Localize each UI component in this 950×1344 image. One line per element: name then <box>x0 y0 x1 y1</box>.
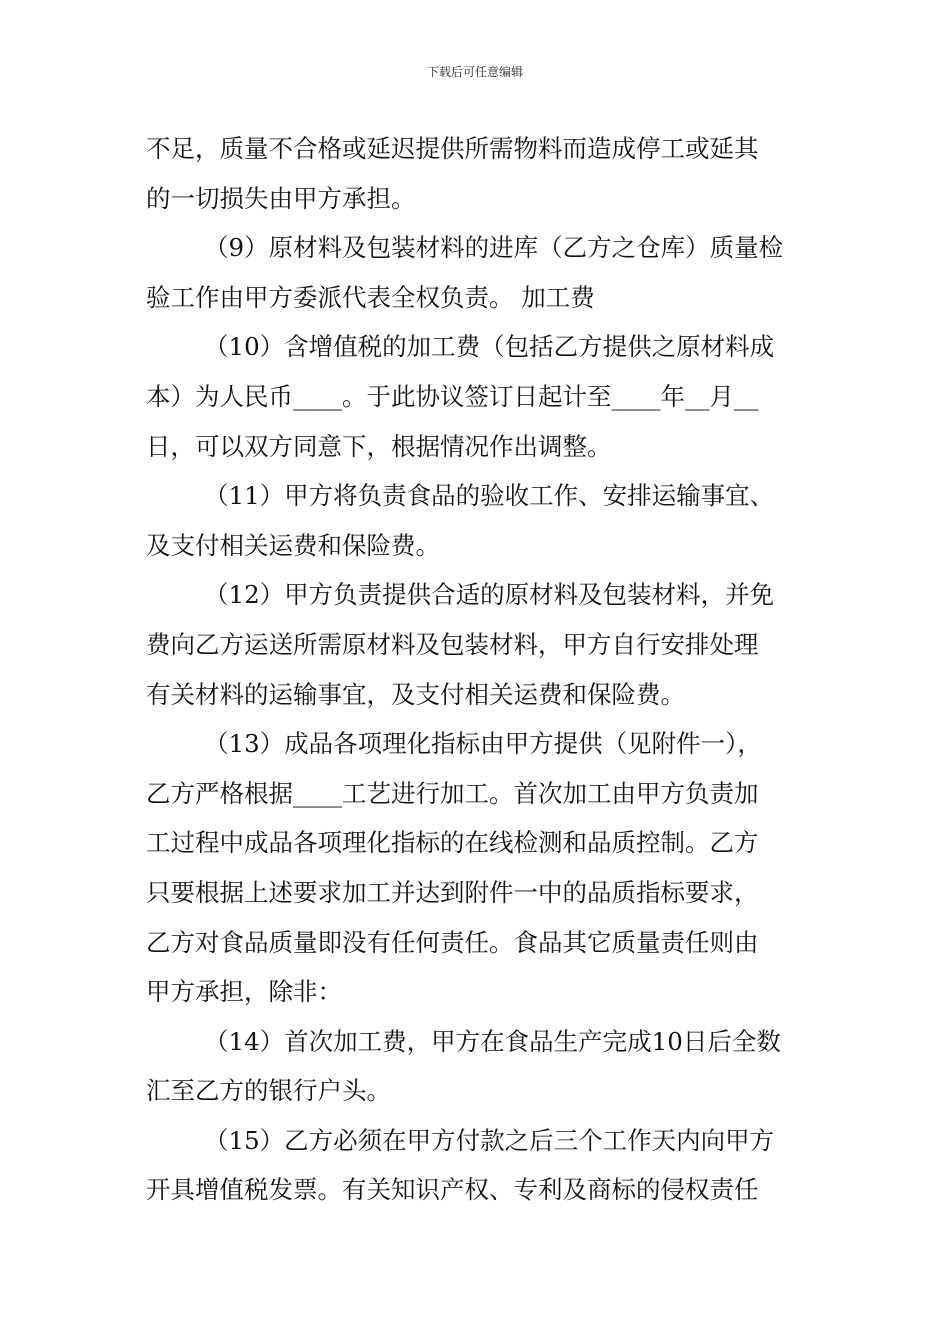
paragraph-clause-15 <box>146 1116 808 1215</box>
text-line: 工过程中成品各项理化指标的在线检测和品质控制。乙方 <box>146 828 759 858</box>
text-line: （13）成品各项理化指标由甲方提供（见附件一）， <box>204 729 762 759</box>
text-line: （14）首次加工费，甲方在食品生产完成10日后全数 <box>204 1026 781 1056</box>
document-body <box>146 124 808 1215</box>
text-line: （11）甲方将负责食品的验收工作、安排运输事宜、 <box>204 481 775 511</box>
paragraph-clause-11 <box>146 471 808 570</box>
text-line: 的一切损失由甲方承担。 <box>146 183 416 213</box>
text-line: 及支付相关运费和保险费。 <box>146 530 440 560</box>
text-line: 乙方对食品质量即没有任何责任。食品其它质量责任则由 <box>146 927 759 957</box>
page-header: 下载后可任意编辑 <box>426 65 523 79</box>
text-line: 费向乙方运送所需原材料及包装材料，甲方自行安排处理 <box>146 629 759 659</box>
text-line: 不足，质量不合格或延迟提供所需物料而造成停工或延其 <box>146 134 759 163</box>
text-line: 验工作由甲方委派代表全权负责。 加工费 <box>146 282 595 312</box>
paragraph-clause-14 <box>146 1017 808 1116</box>
text-line: 汇至乙方的银行户头。 <box>146 1076 391 1106</box>
text-line: 甲方承担，除非： <box>146 977 342 1007</box>
paragraph-clause-12 <box>146 570 808 719</box>
paragraph-clause-10 <box>146 322 808 471</box>
text-line: 乙方严格根据____工艺进行加工。首次加工由甲方负责加 <box>146 778 759 808</box>
paragraph-clause-9 <box>146 223 808 322</box>
text-line: 本）为人民币____。于此协议签订日起计至____年__月__ <box>146 381 759 411</box>
text-line: 只要根据上述要求加工并达到附件一中的品质指标要求， <box>146 877 759 907</box>
text-line: （9）原材料及包装材料的进库（乙方之仓库）质量检 <box>204 233 784 263</box>
text-line: （10）含增值税的加工费（包括乙方提供之原材料成 <box>204 332 775 362</box>
text-line: 日，可以双方同意下，根据情况作出调整。 <box>146 431 612 461</box>
paragraph-continuation <box>146 124 808 223</box>
text-line: 开具增值税发票。有关知识产权、专利及商标的侵权责任 <box>146 1175 759 1205</box>
text-line: （15）乙方必须在甲方付款之后三个工作天内向甲方 <box>204 1125 775 1155</box>
text-line: （12）甲方负责提供合适的原材料及包装材料，并免 <box>204 580 775 610</box>
paragraph-clause-13 <box>146 719 808 1017</box>
text-line: 有关材料的运输事宜，及支付相关运费和保险费。 <box>146 679 685 709</box>
